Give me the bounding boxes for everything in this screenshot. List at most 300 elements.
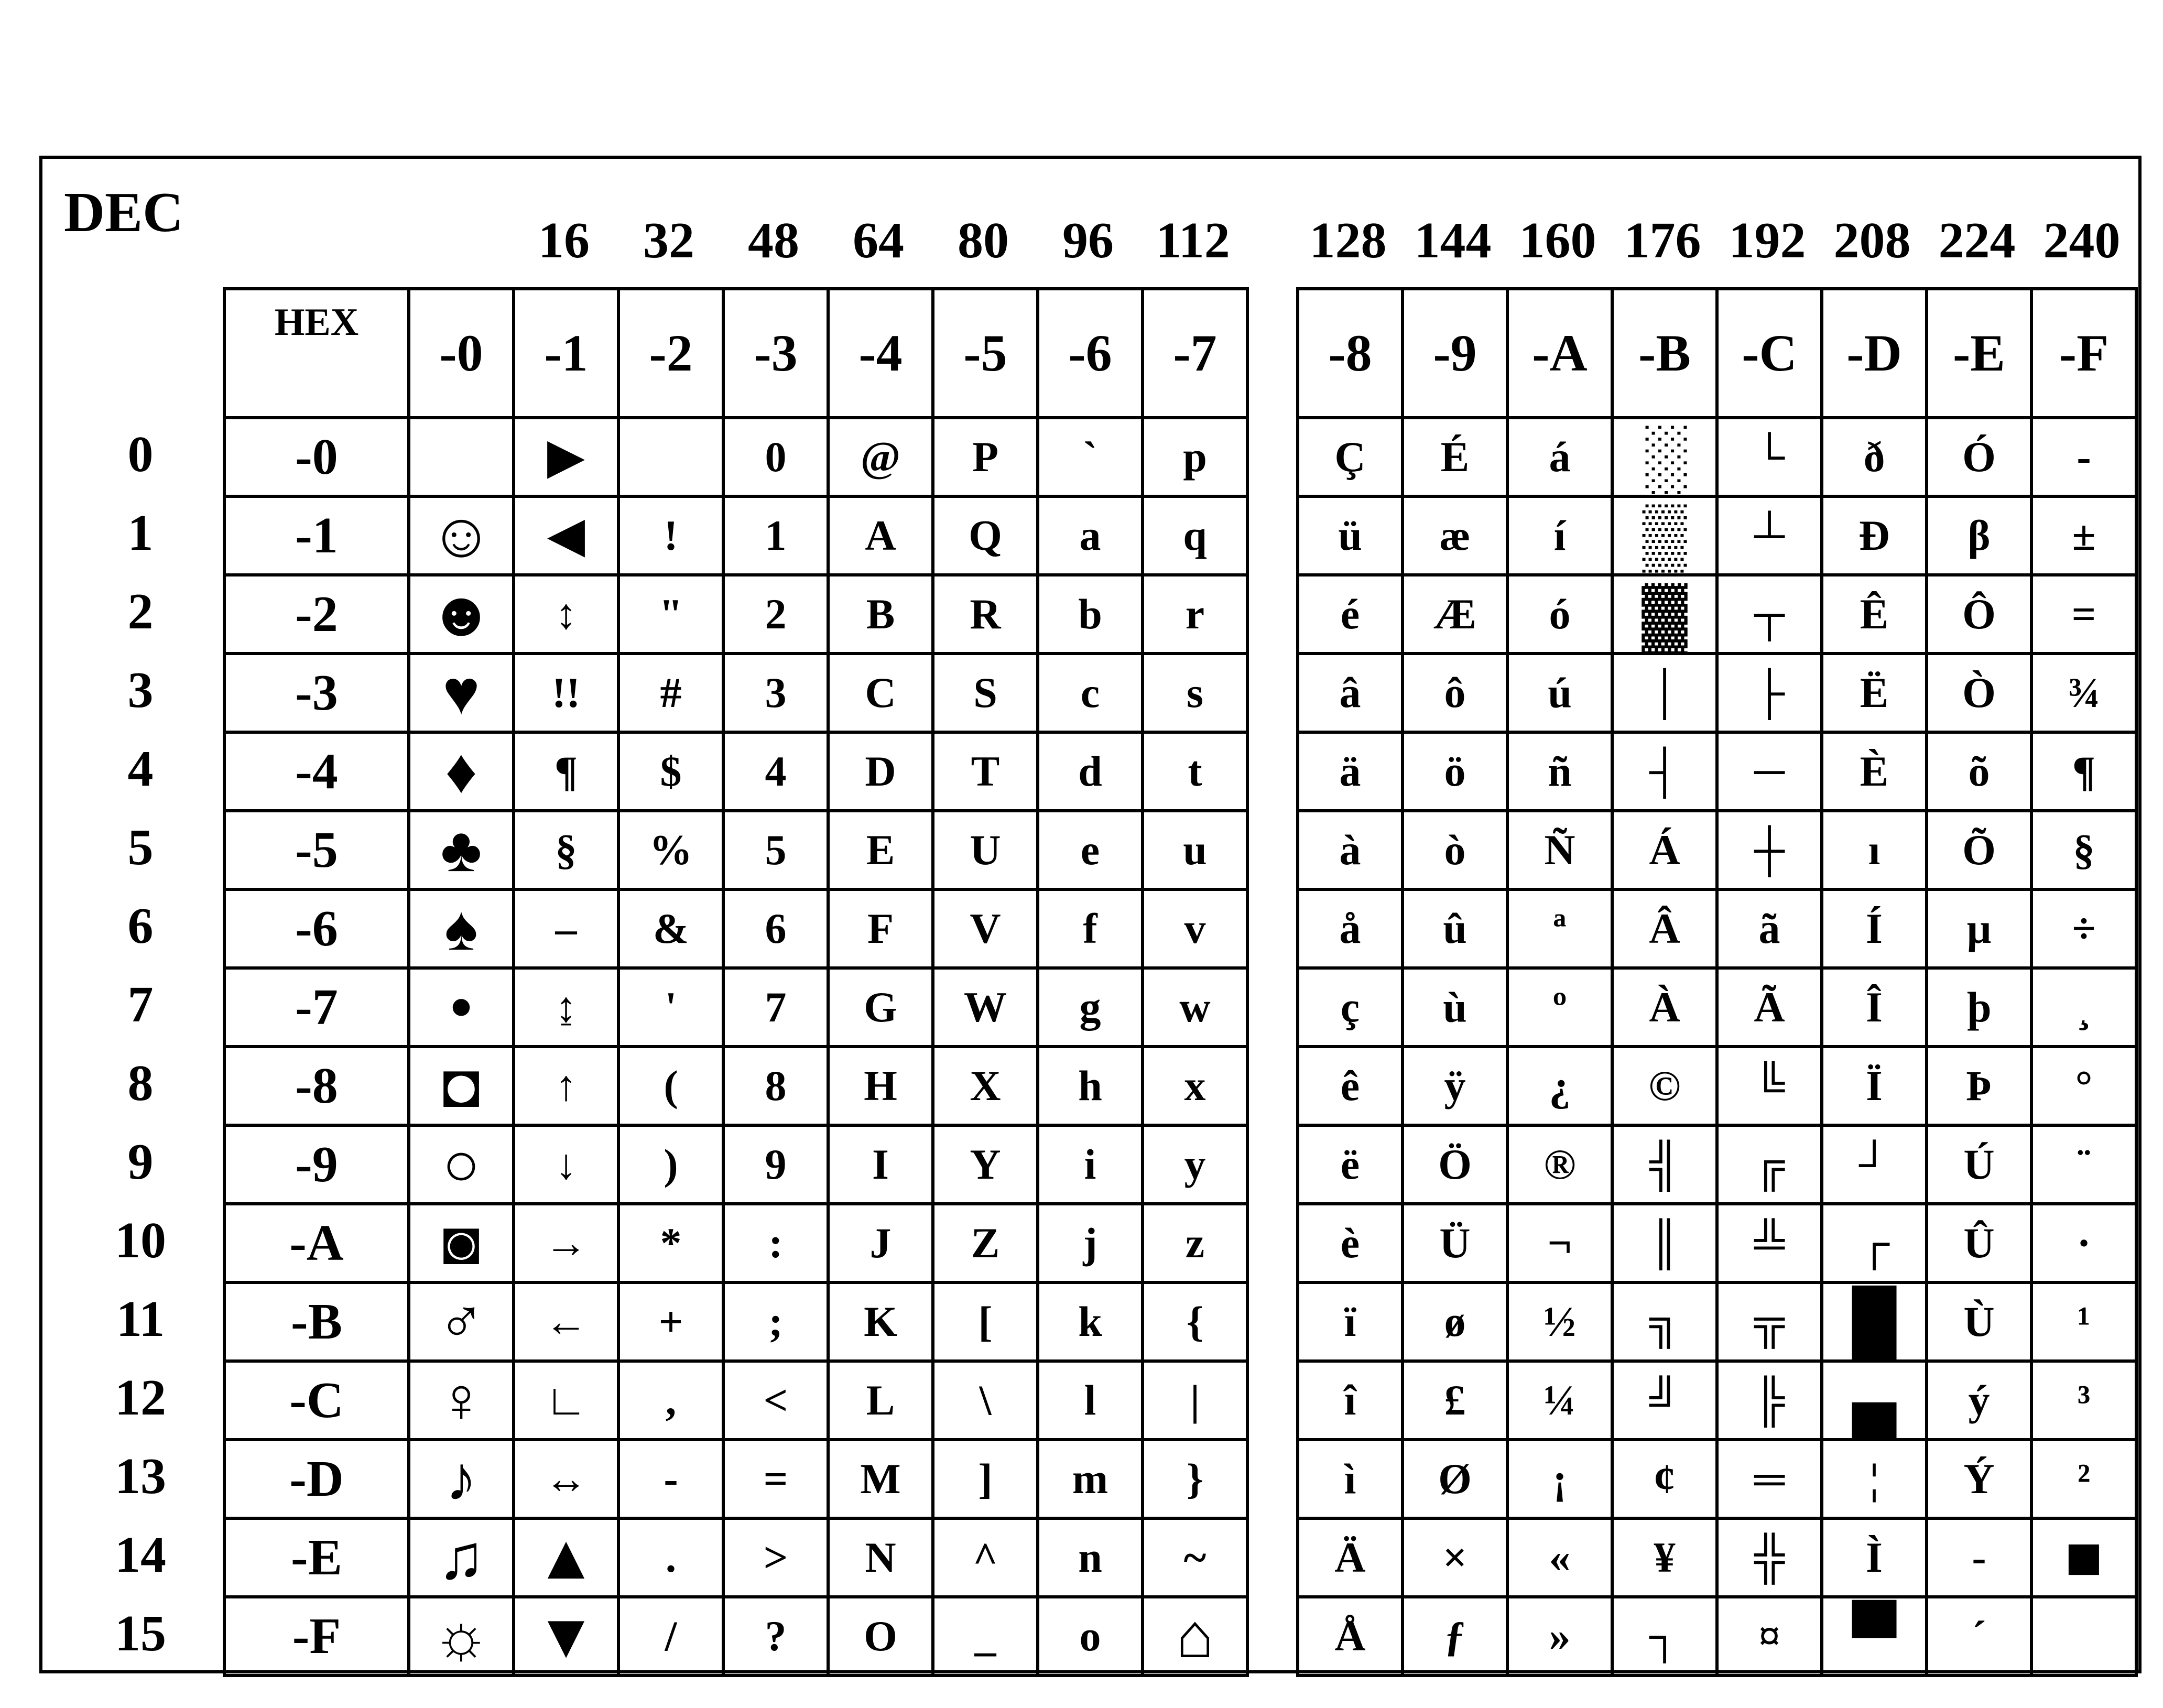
character-cell: ÿ bbox=[1403, 1047, 1507, 1125]
character-cell: , bbox=[618, 1361, 723, 1440]
character-cell: % bbox=[618, 811, 723, 889]
character-cell: p bbox=[1143, 418, 1247, 496]
character-cell: § bbox=[514, 811, 618, 889]
character-cell: ─ bbox=[1717, 732, 1822, 811]
character-cell: ¹ bbox=[2031, 1282, 2136, 1361]
character-cell: ' bbox=[618, 968, 723, 1047]
character-cell: G bbox=[828, 968, 933, 1047]
hex-column-label: -4 bbox=[828, 289, 933, 418]
character-cell: ü bbox=[1298, 496, 1403, 575]
character-cell: õ bbox=[1927, 732, 2031, 811]
character-cell: d bbox=[1038, 732, 1143, 811]
table-row bbox=[224, 1440, 2136, 1518]
character-cell: Ü bbox=[1403, 1204, 1507, 1282]
dec-row-label: 0 bbox=[127, 426, 154, 483]
character-cell: á bbox=[1507, 418, 1612, 496]
character-cell: Ê bbox=[1822, 575, 1927, 654]
character-cell: > bbox=[723, 1518, 828, 1597]
character-cell: b bbox=[1038, 575, 1143, 654]
character-cell: u bbox=[1143, 811, 1247, 889]
character-cell: ~ bbox=[1143, 1518, 1247, 1597]
character-cell: @ bbox=[828, 418, 933, 496]
character-cell: U bbox=[933, 811, 1038, 889]
character-cell: - bbox=[1927, 1518, 2031, 1597]
dec-column-label: 128 bbox=[1309, 212, 1387, 269]
character-cell: ï bbox=[1298, 1282, 1403, 1361]
dec-column-label: 64 bbox=[853, 212, 904, 269]
hex-column-label: -C bbox=[1717, 289, 1822, 418]
table-row bbox=[224, 1282, 2136, 1361]
character-cell: 5 bbox=[723, 811, 828, 889]
character-cell: 6 bbox=[723, 889, 828, 968]
character-cell: 4 bbox=[723, 732, 828, 811]
character-cell: ↔ bbox=[514, 1440, 618, 1518]
character-cell: ú bbox=[1507, 654, 1612, 732]
hex-row-label: -5 bbox=[224, 811, 409, 889]
character-cell: ó bbox=[1507, 575, 1612, 654]
hex-column-label: -9 bbox=[1403, 289, 1507, 418]
character-code-table bbox=[223, 287, 2138, 1677]
character-cell: Ù bbox=[1927, 1282, 2031, 1361]
character-cell: ¨ bbox=[2031, 1125, 2136, 1204]
hex-row-label: -F bbox=[224, 1597, 409, 1676]
character-cell: ä bbox=[1298, 732, 1403, 811]
dec-row-label: 14 bbox=[115, 1527, 166, 1583]
character-cell: { bbox=[1143, 1282, 1247, 1361]
character-cell: J bbox=[828, 1204, 933, 1282]
character-cell: r bbox=[1143, 575, 1247, 654]
character-cell: Í bbox=[1822, 889, 1927, 968]
character-cell: ` bbox=[1038, 418, 1143, 496]
hex-row-label: -7 bbox=[224, 968, 409, 1047]
character-cell: M bbox=[828, 1440, 933, 1518]
dec-row-label: 10 bbox=[115, 1212, 166, 1269]
character-cell: F bbox=[828, 889, 933, 968]
character-cell: î bbox=[1298, 1361, 1403, 1440]
character-cell: T bbox=[933, 732, 1038, 811]
character-cell: * bbox=[618, 1204, 723, 1282]
character-cell: g bbox=[1038, 968, 1143, 1047]
dec-row-label: 8 bbox=[127, 1055, 154, 1112]
dec-column-label: 96 bbox=[1062, 212, 1114, 269]
character-cell: i bbox=[1038, 1125, 1143, 1204]
character-cell: § bbox=[2031, 811, 2136, 889]
character-cell: Ì bbox=[1822, 1518, 1927, 1597]
character-cell: Ë bbox=[1822, 654, 1927, 732]
table-row bbox=[224, 889, 2136, 968]
character-cell: ¥ bbox=[1612, 1518, 1717, 1597]
dec-column-label: 176 bbox=[1624, 212, 1701, 269]
character-cell: ø bbox=[1403, 1282, 1507, 1361]
dec-row-label: 7 bbox=[127, 976, 154, 1033]
character-cell: » bbox=[1507, 1597, 1612, 1676]
character-cell: I bbox=[828, 1125, 933, 1204]
character-cell: ☻ bbox=[409, 575, 514, 654]
dec-column-label: 224 bbox=[1938, 212, 2016, 269]
character-cell: = bbox=[2031, 575, 2136, 654]
dec-row-label: 4 bbox=[127, 741, 154, 797]
character-cell: ▄ bbox=[1822, 1361, 1927, 1440]
character-cell: │ bbox=[1612, 654, 1717, 732]
hex-row-label: -2 bbox=[224, 575, 409, 654]
character-cell: ¦ bbox=[1822, 1440, 1927, 1518]
character-cell bbox=[409, 418, 514, 496]
character-cell: β bbox=[1927, 496, 2031, 575]
character-cell: ▒ bbox=[1612, 496, 1717, 575]
character-cell: ╦ bbox=[1717, 1282, 1822, 1361]
character-cell: © bbox=[1612, 1047, 1717, 1125]
character-cell: w bbox=[1143, 968, 1247, 1047]
hex-row-label: -4 bbox=[224, 732, 409, 811]
character-cell: – bbox=[514, 889, 618, 968]
character-cell: ↨ bbox=[514, 968, 618, 1047]
character-cell: Q bbox=[933, 496, 1038, 575]
character-cell: o bbox=[1038, 1597, 1143, 1676]
hex-column-label: -A bbox=[1507, 289, 1612, 418]
character-cell: 8 bbox=[723, 1047, 828, 1125]
character-cell: ♣ bbox=[409, 811, 514, 889]
character-cell: ² bbox=[2031, 1440, 2136, 1518]
character-cell: c bbox=[1038, 654, 1143, 732]
character-cell: a bbox=[1038, 496, 1143, 575]
character-cell: + bbox=[618, 1282, 723, 1361]
character-cell: × bbox=[1403, 1518, 1507, 1597]
column-gap bbox=[1247, 289, 1298, 418]
character-cell: £ bbox=[1403, 1361, 1507, 1440]
character-cell: = bbox=[723, 1440, 828, 1518]
character-cell: W bbox=[933, 968, 1038, 1047]
hex-column-label: -1 bbox=[514, 289, 618, 418]
character-cell: ▲ bbox=[514, 1518, 618, 1597]
hex-row-label: -D bbox=[224, 1440, 409, 1518]
character-cell: ê bbox=[1298, 1047, 1403, 1125]
hex-header-row bbox=[224, 289, 2136, 418]
character-cell: ö bbox=[1403, 732, 1507, 811]
character-cell: ] bbox=[933, 1440, 1038, 1518]
character-cell: ← bbox=[514, 1282, 618, 1361]
character-cell: 2 bbox=[723, 575, 828, 654]
character-cell: S bbox=[933, 654, 1038, 732]
column-gap bbox=[1247, 1282, 1298, 1361]
dec-row-label: 3 bbox=[127, 662, 154, 719]
character-cell: û bbox=[1403, 889, 1507, 968]
character-cell: ¤ bbox=[1717, 1597, 1822, 1676]
character-cell: ¡ bbox=[1507, 1440, 1612, 1518]
character-cell: ▼ bbox=[514, 1597, 618, 1676]
character-cell: H bbox=[828, 1047, 933, 1125]
character-cell: ° bbox=[2031, 1047, 2136, 1125]
table-row bbox=[224, 1597, 2136, 1676]
table-row bbox=[224, 1204, 2136, 1282]
character-cell: ┴ bbox=[1717, 496, 1822, 575]
character-cell: ☺ bbox=[409, 496, 514, 575]
character-cell: / bbox=[618, 1597, 723, 1676]
character-cell: } bbox=[1143, 1440, 1247, 1518]
column-gap bbox=[1247, 889, 1298, 968]
character-cell: ± bbox=[2031, 496, 2136, 575]
table-row bbox=[224, 1047, 2136, 1125]
character-cell: ○ bbox=[409, 1125, 514, 1204]
character-cell: Þ bbox=[1927, 1047, 2031, 1125]
character-cell: t bbox=[1143, 732, 1247, 811]
column-gap bbox=[1247, 1440, 1298, 1518]
character-cell: Î bbox=[1822, 968, 1927, 1047]
character-cell: 3 bbox=[723, 654, 828, 732]
character-cell: ↑ bbox=[514, 1047, 618, 1125]
character-cell: Z bbox=[933, 1204, 1038, 1282]
character-cell: 9 bbox=[723, 1125, 828, 1204]
character-cell: ! bbox=[618, 496, 723, 575]
hex-column-label: -B bbox=[1612, 289, 1717, 418]
character-cell: æ bbox=[1403, 496, 1507, 575]
hex-column-label: -2 bbox=[618, 289, 723, 418]
character-cell: í bbox=[1507, 496, 1612, 575]
character-cell: Y bbox=[933, 1125, 1038, 1204]
character-cell: Ô bbox=[1927, 575, 2031, 654]
character-cell: Ð bbox=[1822, 496, 1927, 575]
character-cell: ¬ bbox=[1507, 1204, 1612, 1282]
column-gap bbox=[1247, 1125, 1298, 1204]
hex-column-label: -6 bbox=[1038, 289, 1143, 418]
character-cell: j bbox=[1038, 1204, 1143, 1282]
character-cell: Ç bbox=[1298, 418, 1403, 496]
column-gap bbox=[1247, 654, 1298, 732]
character-cell: ║ bbox=[1612, 1204, 1717, 1282]
dec-row-label: 12 bbox=[115, 1369, 166, 1426]
character-cell: ◙ bbox=[409, 1204, 514, 1282]
character-cell: ╚ bbox=[1717, 1047, 1822, 1125]
column-gap bbox=[1247, 1518, 1298, 1597]
character-cell: Â bbox=[1612, 889, 1717, 968]
character-cell: m bbox=[1038, 1440, 1143, 1518]
table-row bbox=[224, 1518, 2136, 1597]
table-row bbox=[224, 575, 2136, 654]
character-cell: ► bbox=[514, 418, 618, 496]
character-cell: ╩ bbox=[1717, 1204, 1822, 1282]
character-cell: _ bbox=[933, 1597, 1038, 1676]
character-cell: ÷ bbox=[2031, 889, 2136, 968]
character-cell: k bbox=[1038, 1282, 1143, 1361]
character-cell: x bbox=[1143, 1047, 1247, 1125]
character-cell: \ bbox=[933, 1361, 1038, 1440]
character-cell: └ bbox=[1717, 418, 1822, 496]
character-cell: Ý bbox=[1927, 1440, 2031, 1518]
character-cell: ╗ bbox=[1612, 1282, 1717, 1361]
character-cell: n bbox=[1038, 1518, 1143, 1597]
character-cell: | bbox=[1143, 1361, 1247, 1440]
character-cell: z bbox=[1143, 1204, 1247, 1282]
character-cell: e bbox=[1038, 811, 1143, 889]
character-cell: : bbox=[723, 1204, 828, 1282]
character-cell: ♥ bbox=[409, 654, 514, 732]
dec-row-label: 2 bbox=[127, 583, 154, 640]
character-cell: Ä bbox=[1298, 1518, 1403, 1597]
character-cell: ╣ bbox=[1612, 1125, 1717, 1204]
character-cell: È bbox=[1822, 732, 1927, 811]
hex-column-label: -5 bbox=[933, 289, 1038, 418]
character-cell: ƒ bbox=[1403, 1597, 1507, 1676]
hex-column-label: -E bbox=[1927, 289, 2031, 418]
column-gap bbox=[1247, 811, 1298, 889]
character-cell: Ï bbox=[1822, 1047, 1927, 1125]
character-cell: À bbox=[1612, 968, 1717, 1047]
hex-column-label: -0 bbox=[409, 289, 514, 418]
character-cell: 0 bbox=[723, 418, 828, 496]
character-cell: ♠ bbox=[409, 889, 514, 968]
character-cell: • bbox=[409, 968, 514, 1047]
character-cell: ý bbox=[1927, 1361, 2031, 1440]
character-cell: h bbox=[1038, 1047, 1143, 1125]
character-cell: ¼ bbox=[1507, 1361, 1612, 1440]
table-row bbox=[224, 968, 2136, 1047]
hex-row-label: -C bbox=[224, 1361, 409, 1440]
character-cell: ³ bbox=[2031, 1361, 2136, 1440]
hex-row-label: -B bbox=[224, 1282, 409, 1361]
character-cell: ) bbox=[618, 1125, 723, 1204]
character-cell: ┬ bbox=[1717, 575, 1822, 654]
character-cell: ┤ bbox=[1612, 732, 1717, 811]
character-cell bbox=[2031, 1597, 2136, 1676]
character-cell: s bbox=[1143, 654, 1247, 732]
character-cell: ⌂ bbox=[1143, 1597, 1247, 1676]
dec-column-label: 32 bbox=[643, 212, 694, 269]
dec-label: DEC bbox=[64, 181, 184, 244]
column-gap bbox=[1247, 496, 1298, 575]
character-cell: · bbox=[2031, 1204, 2136, 1282]
hex-row-label: -1 bbox=[224, 496, 409, 575]
character-cell: [ bbox=[933, 1282, 1038, 1361]
dec-row-label: 11 bbox=[116, 1291, 165, 1347]
character-cell: ♫ bbox=[409, 1518, 514, 1597]
dec-column-label: 16 bbox=[538, 212, 590, 269]
character-cell: è bbox=[1298, 1204, 1403, 1282]
hex-column-label: -D bbox=[1822, 289, 1927, 418]
character-cell: " bbox=[618, 575, 723, 654]
character-cell: A bbox=[828, 496, 933, 575]
character-cell: à bbox=[1298, 811, 1403, 889]
character-cell: ↓ bbox=[514, 1125, 618, 1204]
character-cell: v bbox=[1143, 889, 1247, 968]
character-cell: q bbox=[1143, 496, 1247, 575]
dec-row-label: 15 bbox=[115, 1605, 166, 1662]
character-cell: þ bbox=[1927, 968, 2031, 1047]
dec-row-label: 9 bbox=[127, 1134, 154, 1190]
character-cell: ∟ bbox=[514, 1361, 618, 1440]
character-cell: ├ bbox=[1717, 654, 1822, 732]
character-cell: < bbox=[723, 1361, 828, 1440]
character-cell: - bbox=[2031, 418, 2136, 496]
character-cell: ╠ bbox=[1717, 1361, 1822, 1440]
column-gap bbox=[1247, 575, 1298, 654]
character-cell: ═ bbox=[1717, 1440, 1822, 1518]
dec-column-label: 160 bbox=[1519, 212, 1596, 269]
hex-column-label: -7 bbox=[1143, 289, 1247, 418]
character-cell: ☼ bbox=[409, 1597, 514, 1676]
character-cell: X bbox=[933, 1047, 1038, 1125]
column-gap bbox=[1247, 968, 1298, 1047]
character-cell: ù bbox=[1403, 968, 1507, 1047]
character-cell: Ö bbox=[1403, 1125, 1507, 1204]
character-cell: ╬ bbox=[1717, 1518, 1822, 1597]
character-cell: Ó bbox=[1927, 418, 2031, 496]
character-cell: ® bbox=[1507, 1125, 1612, 1204]
character-cell: ½ bbox=[1507, 1282, 1612, 1361]
character-cell: N bbox=[828, 1518, 933, 1597]
character-cell: ( bbox=[618, 1047, 723, 1125]
character-cell: ▀ bbox=[1822, 1597, 1927, 1676]
character-cell: O bbox=[828, 1597, 933, 1676]
column-gap bbox=[1247, 1597, 1298, 1676]
character-cell: ╔ bbox=[1717, 1125, 1822, 1204]
character-cell: ¶ bbox=[2031, 732, 2136, 811]
character-cell: $ bbox=[618, 732, 723, 811]
dec-column-label: 192 bbox=[1729, 212, 1806, 269]
character-cell: ; bbox=[723, 1282, 828, 1361]
hex-row-label: -6 bbox=[224, 889, 409, 968]
character-cell: Å bbox=[1298, 1597, 1403, 1676]
character-cell: ´ bbox=[1927, 1597, 2031, 1676]
character-cell: l bbox=[1038, 1361, 1143, 1440]
character-cell: å bbox=[1298, 889, 1403, 968]
character-cell: - bbox=[618, 1440, 723, 1518]
hex-row-label: -8 bbox=[224, 1047, 409, 1125]
table-row bbox=[224, 732, 2136, 811]
character-cell: Á bbox=[1612, 811, 1717, 889]
character-cell: # bbox=[618, 654, 723, 732]
character-cell: ª bbox=[1507, 889, 1612, 968]
character-cell: ♀ bbox=[409, 1361, 514, 1440]
character-cell: Ò bbox=[1927, 654, 2031, 732]
character-cell: Æ bbox=[1403, 575, 1507, 654]
column-gap bbox=[1247, 732, 1298, 811]
character-cell: ◄ bbox=[514, 496, 618, 575]
hex-row-label: -E bbox=[224, 1518, 409, 1597]
character-cell: ¢ bbox=[1612, 1440, 1717, 1518]
character-cell: ¿ bbox=[1507, 1047, 1612, 1125]
character-cell: K bbox=[828, 1282, 933, 1361]
character-cell: « bbox=[1507, 1518, 1612, 1597]
hex-row-label: -0 bbox=[224, 418, 409, 496]
character-cell: Ã bbox=[1717, 968, 1822, 1047]
dec-column-label: 240 bbox=[2043, 212, 2121, 269]
table-row bbox=[224, 1361, 2136, 1440]
character-cell: . bbox=[618, 1518, 723, 1597]
hex-label: HEX bbox=[224, 289, 409, 418]
dec-row-label: 13 bbox=[115, 1448, 166, 1505]
character-cell: É bbox=[1403, 418, 1507, 496]
character-cell: Ø bbox=[1403, 1440, 1507, 1518]
character-cell: ▓ bbox=[1612, 575, 1717, 654]
character-cell: E bbox=[828, 811, 933, 889]
character-cell: ì bbox=[1298, 1440, 1403, 1518]
character-cell: ┌ bbox=[1822, 1204, 1927, 1282]
dec-column-label: 208 bbox=[1833, 212, 1911, 269]
character-cell: ¾ bbox=[2031, 654, 2136, 732]
character-cell: B bbox=[828, 575, 933, 654]
character-cell: ┘ bbox=[1822, 1125, 1927, 1204]
column-gap bbox=[1247, 1204, 1298, 1282]
character-cell bbox=[618, 418, 723, 496]
hex-column-label: -8 bbox=[1298, 289, 1403, 418]
character-cell: µ bbox=[1927, 889, 2031, 968]
hex-column-label: -3 bbox=[723, 289, 828, 418]
character-cell: ┼ bbox=[1717, 811, 1822, 889]
character-cell: ç bbox=[1298, 968, 1403, 1047]
dec-column-label: 80 bbox=[958, 212, 1009, 269]
character-cell: ı bbox=[1822, 811, 1927, 889]
character-cell: ð bbox=[1822, 418, 1927, 496]
character-cell: ¶ bbox=[514, 732, 618, 811]
